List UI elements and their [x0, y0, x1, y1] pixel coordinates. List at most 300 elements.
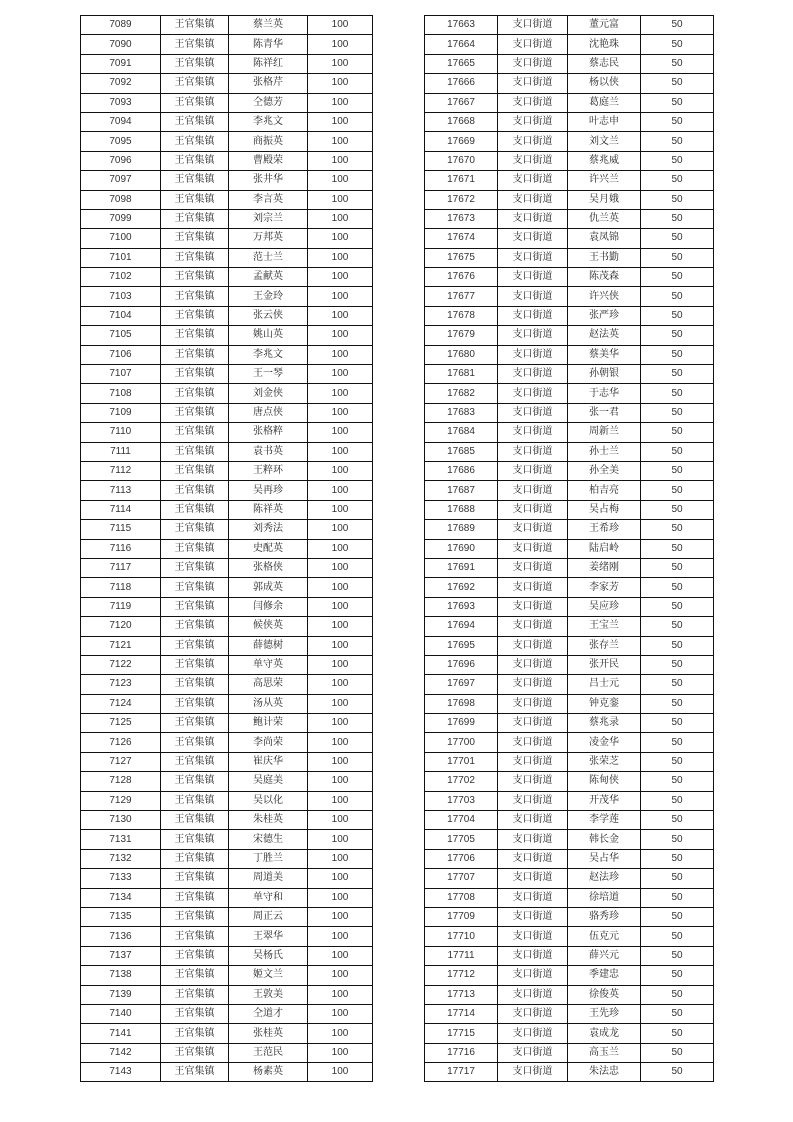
- township-cell: 支口街道: [498, 907, 568, 926]
- name-cell: 姬文兰: [229, 966, 308, 985]
- table-row: [425, 151, 714, 170]
- name-cell: 袁书英: [229, 442, 308, 461]
- right-table-body: [425, 16, 714, 1082]
- amount-cell: 100: [308, 345, 373, 364]
- amount-cell: 100: [308, 520, 373, 539]
- township-cell: 支口街道: [498, 35, 568, 54]
- table-row: [81, 791, 373, 810]
- serial-number-cell: 17693: [425, 597, 498, 616]
- amount-cell: 100: [308, 306, 373, 325]
- amount-cell: 100: [308, 365, 373, 384]
- amount-cell: 50: [641, 849, 714, 868]
- township-cell: 王官集镇: [161, 403, 229, 422]
- serial-number-cell: 17717: [425, 1063, 498, 1082]
- amount-cell: 50: [641, 714, 714, 733]
- serial-number-cell: 17690: [425, 539, 498, 558]
- township-cell: 王官集镇: [161, 287, 229, 306]
- serial-number-cell: 17710: [425, 927, 498, 946]
- name-cell: 杨素英: [229, 1063, 308, 1082]
- table-row: [81, 423, 373, 442]
- name-cell: 单守英: [229, 655, 308, 674]
- amount-cell: 50: [641, 694, 714, 713]
- name-cell: 吴杨氏: [229, 946, 308, 965]
- table-row: [81, 830, 373, 849]
- name-cell: 李学莲: [568, 811, 641, 830]
- name-cell: 吴庭美: [229, 772, 308, 791]
- amount-cell: 50: [641, 966, 714, 985]
- amount-cell: 100: [308, 830, 373, 849]
- township-cell: 王官集镇: [161, 132, 229, 151]
- table-row: [425, 849, 714, 868]
- township-cell: 王官集镇: [161, 772, 229, 791]
- serial-number-cell: 17678: [425, 306, 498, 325]
- serial-number-cell: 7099: [81, 209, 161, 228]
- township-cell: 王官集镇: [161, 578, 229, 597]
- township-cell: 支口街道: [498, 93, 568, 112]
- amount-cell: 100: [308, 869, 373, 888]
- serial-number-cell: 17706: [425, 849, 498, 868]
- township-cell: 支口街道: [498, 74, 568, 93]
- table-row: [425, 74, 714, 93]
- amount-cell: 100: [308, 927, 373, 946]
- amount-cell: 50: [641, 946, 714, 965]
- serial-number-cell: 7097: [81, 171, 161, 190]
- amount-cell: 100: [308, 112, 373, 131]
- township-cell: 王官集镇: [161, 209, 229, 228]
- township-cell: 支口街道: [498, 985, 568, 1004]
- amount-cell: 50: [641, 16, 714, 35]
- table-row: [81, 733, 373, 752]
- serial-number-cell: 7092: [81, 74, 161, 93]
- township-cell: 支口街道: [498, 849, 568, 868]
- table-row: [81, 520, 373, 539]
- table-row: [81, 539, 373, 558]
- name-cell: 李兆文: [229, 345, 308, 364]
- name-cell: 周道美: [229, 869, 308, 888]
- township-cell: 王官集镇: [161, 811, 229, 830]
- serial-number-cell: 7122: [81, 655, 161, 674]
- township-cell: 王官集镇: [161, 171, 229, 190]
- table-row: [81, 558, 373, 577]
- name-cell: 王敦美: [229, 985, 308, 1004]
- township-cell: 支口街道: [498, 966, 568, 985]
- left-table-body: [81, 16, 373, 1082]
- amount-cell: 50: [641, 306, 714, 325]
- serial-number-cell: 17708: [425, 888, 498, 907]
- serial-number-cell: 7132: [81, 849, 161, 868]
- table-row: [81, 384, 373, 403]
- township-cell: 支口街道: [498, 636, 568, 655]
- name-cell: 葛庭兰: [568, 93, 641, 112]
- amount-cell: 100: [308, 461, 373, 480]
- table-row: [81, 752, 373, 771]
- name-cell: 丁胜兰: [229, 849, 308, 868]
- name-cell: 赵法英: [568, 326, 641, 345]
- township-cell: 王官集镇: [161, 190, 229, 209]
- serial-number-cell: 7125: [81, 714, 161, 733]
- amount-cell: 100: [308, 675, 373, 694]
- serial-number-cell: 7096: [81, 151, 161, 170]
- name-cell: 李家芳: [568, 578, 641, 597]
- amount-cell: 50: [641, 93, 714, 112]
- table-row: [81, 636, 373, 655]
- name-cell: 徐俊英: [568, 985, 641, 1004]
- table-row: [425, 16, 714, 35]
- table-row: [425, 326, 714, 345]
- table-row: [425, 578, 714, 597]
- serial-number-cell: 7116: [81, 539, 161, 558]
- name-cell: 张桂英: [229, 1024, 308, 1043]
- amount-cell: 100: [308, 384, 373, 403]
- serial-number-cell: 7120: [81, 617, 161, 636]
- amount-cell: 100: [308, 907, 373, 926]
- amount-cell: 50: [641, 617, 714, 636]
- amount-cell: 50: [641, 481, 714, 500]
- table-row: [81, 326, 373, 345]
- township-cell: 王官集镇: [161, 481, 229, 500]
- township-cell: 王官集镇: [161, 54, 229, 73]
- township-cell: 支口街道: [498, 500, 568, 519]
- table-row: [81, 869, 373, 888]
- amount-cell: 100: [308, 1024, 373, 1043]
- amount-cell: 50: [641, 384, 714, 403]
- table-row: [425, 830, 714, 849]
- township-cell: 王官集镇: [161, 326, 229, 345]
- name-cell: 吴月娥: [568, 190, 641, 209]
- township-cell: 支口街道: [498, 1024, 568, 1043]
- serial-number-cell: 7129: [81, 791, 161, 810]
- name-cell: 曹殿荣: [229, 151, 308, 170]
- table-row: [81, 442, 373, 461]
- name-cell: 王宝兰: [568, 617, 641, 636]
- amount-cell: 50: [641, 675, 714, 694]
- serial-number-cell: 17696: [425, 655, 498, 674]
- township-cell: 王官集镇: [161, 345, 229, 364]
- table-row: [81, 907, 373, 926]
- name-cell: 张云侠: [229, 306, 308, 325]
- township-cell: 王官集镇: [161, 597, 229, 616]
- serial-number-cell: 17670: [425, 151, 498, 170]
- name-cell: 袁凤锦: [568, 229, 641, 248]
- name-cell: 王粹环: [229, 461, 308, 480]
- name-cell: 张格芹: [229, 74, 308, 93]
- amount-cell: 50: [641, 811, 714, 830]
- township-cell: 支口街道: [498, 229, 568, 248]
- township-cell: 支口街道: [498, 1043, 568, 1062]
- table-row: [81, 675, 373, 694]
- table-row: [425, 617, 714, 636]
- township-cell: 王官集镇: [161, 442, 229, 461]
- serial-number-cell: 7134: [81, 888, 161, 907]
- township-cell: 支口街道: [498, 306, 568, 325]
- township-cell: 王官集镇: [161, 1043, 229, 1062]
- amount-cell: 100: [308, 714, 373, 733]
- amount-cell: 100: [308, 132, 373, 151]
- name-cell: 许兴侠: [568, 287, 641, 306]
- name-cell: 崔庆华: [229, 752, 308, 771]
- name-cell: 张格粹: [229, 423, 308, 442]
- table-row: [425, 1063, 714, 1082]
- amount-cell: 50: [641, 888, 714, 907]
- name-cell: 凌金华: [568, 733, 641, 752]
- township-cell: 支口街道: [498, 1063, 568, 1082]
- table-row: [81, 306, 373, 325]
- township-cell: 支口街道: [498, 927, 568, 946]
- township-cell: 支口街道: [498, 946, 568, 965]
- right-table: [424, 15, 714, 1082]
- amount-cell: 100: [308, 888, 373, 907]
- name-cell: 鲍计荣: [229, 714, 308, 733]
- township-cell: 王官集镇: [161, 907, 229, 926]
- amount-cell: 50: [641, 597, 714, 616]
- name-cell: 李兆文: [229, 112, 308, 131]
- table-row: [425, 869, 714, 888]
- name-cell: 郭成英: [229, 578, 308, 597]
- serial-number-cell: 7090: [81, 35, 161, 54]
- table-row: [425, 714, 714, 733]
- serial-number-cell: 17663: [425, 16, 498, 35]
- serial-number-cell: 7139: [81, 985, 161, 1004]
- table-row: [425, 481, 714, 500]
- township-cell: 支口街道: [498, 461, 568, 480]
- serial-number-cell: 17674: [425, 229, 498, 248]
- table-row: [425, 520, 714, 539]
- amount-cell: 100: [308, 694, 373, 713]
- township-cell: 支口街道: [498, 733, 568, 752]
- amount-cell: 50: [641, 500, 714, 519]
- serial-number-cell: 17713: [425, 985, 498, 1004]
- serial-number-cell: 17667: [425, 93, 498, 112]
- table-row: [81, 578, 373, 597]
- township-cell: 王官集镇: [161, 617, 229, 636]
- amount-cell: 50: [641, 1004, 714, 1023]
- serial-number-cell: 17665: [425, 54, 498, 73]
- name-cell: 许兴兰: [568, 171, 641, 190]
- name-cell: 万邦英: [229, 229, 308, 248]
- township-cell: 支口街道: [498, 423, 568, 442]
- township-cell: 支口街道: [498, 326, 568, 345]
- serial-number-cell: 7091: [81, 54, 161, 73]
- name-cell: 张严珍: [568, 306, 641, 325]
- serial-number-cell: 7131: [81, 830, 161, 849]
- township-cell: 支口街道: [498, 442, 568, 461]
- serial-number-cell: 17694: [425, 617, 498, 636]
- serial-number-cell: 17684: [425, 423, 498, 442]
- amount-cell: 100: [308, 539, 373, 558]
- serial-number-cell: 7127: [81, 752, 161, 771]
- table-row: [425, 966, 714, 985]
- township-cell: 王官集镇: [161, 733, 229, 752]
- name-cell: 于志华: [568, 384, 641, 403]
- amount-cell: 50: [641, 268, 714, 287]
- township-cell: 支口街道: [498, 597, 568, 616]
- table-row: [425, 209, 714, 228]
- township-cell: 王官集镇: [161, 112, 229, 131]
- table-row: [81, 811, 373, 830]
- table-row: [81, 714, 373, 733]
- serial-number-cell: 7107: [81, 365, 161, 384]
- table-row: [81, 1063, 373, 1082]
- name-cell: 陈茂森: [568, 268, 641, 287]
- township-cell: 王官集镇: [161, 849, 229, 868]
- amount-cell: 100: [308, 636, 373, 655]
- township-cell: 支口街道: [498, 791, 568, 810]
- serial-number-cell: 7119: [81, 597, 161, 616]
- table-row: [81, 500, 373, 519]
- amount-cell: 100: [308, 481, 373, 500]
- table-row: [81, 229, 373, 248]
- name-cell: 商振英: [229, 132, 308, 151]
- serial-number-cell: 17701: [425, 752, 498, 771]
- township-cell: 王官集镇: [161, 752, 229, 771]
- amount-cell: 50: [641, 442, 714, 461]
- township-cell: 王官集镇: [161, 636, 229, 655]
- amount-cell: 100: [308, 1043, 373, 1062]
- serial-number-cell: 7135: [81, 907, 161, 926]
- name-cell: 叶志申: [568, 112, 641, 131]
- table-row: [81, 248, 373, 267]
- serial-number-cell: 7109: [81, 403, 161, 422]
- table-row: [425, 132, 714, 151]
- name-cell: 骆秀珍: [568, 907, 641, 926]
- name-cell: 李尚荣: [229, 733, 308, 752]
- serial-number-cell: 7121: [81, 636, 161, 655]
- township-cell: 支口街道: [498, 209, 568, 228]
- amount-cell: 50: [641, 461, 714, 480]
- table-row: [425, 229, 714, 248]
- amount-cell: 50: [641, 636, 714, 655]
- amount-cell: 50: [641, 287, 714, 306]
- amount-cell: 100: [308, 209, 373, 228]
- name-cell: 王翠华: [229, 927, 308, 946]
- name-cell: 袁成龙: [568, 1024, 641, 1043]
- table-row: [425, 54, 714, 73]
- amount-cell: 50: [641, 151, 714, 170]
- amount-cell: 50: [641, 403, 714, 422]
- table-row: [425, 791, 714, 810]
- table-row: [81, 35, 373, 54]
- serial-number-cell: 17682: [425, 384, 498, 403]
- table-row: [81, 171, 373, 190]
- table-row: [425, 558, 714, 577]
- amount-cell: 100: [308, 54, 373, 73]
- name-cell: 蔡兆录: [568, 714, 641, 733]
- name-cell: 刘秀法: [229, 520, 308, 539]
- table-row: [425, 675, 714, 694]
- table-row: [425, 927, 714, 946]
- table-row: [425, 888, 714, 907]
- name-cell: 唐点侠: [229, 403, 308, 422]
- serial-number-cell: 7098: [81, 190, 161, 209]
- amount-cell: 50: [641, 132, 714, 151]
- township-cell: 王官集镇: [161, 461, 229, 480]
- table-row: [425, 93, 714, 112]
- table-row: [81, 287, 373, 306]
- serial-number-cell: 17703: [425, 791, 498, 810]
- serial-number-cell: 17692: [425, 578, 498, 597]
- serial-number-cell: 7142: [81, 1043, 161, 1062]
- name-cell: 韩长金: [568, 830, 641, 849]
- serial-number-cell: 17680: [425, 345, 498, 364]
- name-cell: 刘金侠: [229, 384, 308, 403]
- name-cell: 吴再珍: [229, 481, 308, 500]
- serial-number-cell: 17685: [425, 442, 498, 461]
- amount-cell: 100: [308, 93, 373, 112]
- serial-number-cell: 17687: [425, 481, 498, 500]
- name-cell: 伍克元: [568, 927, 641, 946]
- amount-cell: 100: [308, 229, 373, 248]
- name-cell: 周正云: [229, 907, 308, 926]
- amount-cell: 100: [308, 268, 373, 287]
- table-row: [425, 112, 714, 131]
- township-cell: 支口街道: [498, 558, 568, 577]
- name-cell: 李言英: [229, 190, 308, 209]
- table-row: [81, 365, 373, 384]
- township-cell: 支口街道: [498, 132, 568, 151]
- name-cell: 陈祥红: [229, 54, 308, 73]
- serial-number-cell: 7124: [81, 694, 161, 713]
- serial-number-cell: 17664: [425, 35, 498, 54]
- name-cell: 陈祥英: [229, 500, 308, 519]
- table-row: [81, 1043, 373, 1062]
- amount-cell: 100: [308, 35, 373, 54]
- table-row: [425, 423, 714, 442]
- township-cell: 支口街道: [498, 16, 568, 35]
- name-cell: 吕士元: [568, 675, 641, 694]
- name-cell: 仇兰英: [568, 209, 641, 228]
- serial-number-cell: 17683: [425, 403, 498, 422]
- township-cell: 支口街道: [498, 287, 568, 306]
- amount-cell: 50: [641, 248, 714, 267]
- amount-cell: 50: [641, 326, 714, 345]
- table-row: [81, 694, 373, 713]
- serial-number-cell: 17702: [425, 772, 498, 791]
- table-row: [425, 306, 714, 325]
- serial-number-cell: 17700: [425, 733, 498, 752]
- amount-cell: 50: [641, 423, 714, 442]
- serial-number-cell: 7117: [81, 558, 161, 577]
- name-cell: 王希珍: [568, 520, 641, 539]
- name-cell: 陈青华: [229, 35, 308, 54]
- name-cell: 单守和: [229, 888, 308, 907]
- township-cell: 王官集镇: [161, 539, 229, 558]
- table-row: [81, 772, 373, 791]
- table-row: [81, 345, 373, 364]
- amount-cell: 100: [308, 985, 373, 1004]
- amount-cell: 100: [308, 326, 373, 345]
- serial-number-cell: 7123: [81, 675, 161, 694]
- table-row: [81, 1024, 373, 1043]
- name-cell: 刘宗兰: [229, 209, 308, 228]
- left-table: [80, 15, 373, 1082]
- serial-number-cell: 7115: [81, 520, 161, 539]
- table-row: [425, 461, 714, 480]
- table-row: [81, 151, 373, 170]
- name-cell: 史配英: [229, 539, 308, 558]
- table-row: [81, 617, 373, 636]
- township-cell: 王官集镇: [161, 35, 229, 54]
- township-cell: 王官集镇: [161, 520, 229, 539]
- amount-cell: 50: [641, 869, 714, 888]
- name-cell: 孟献英: [229, 268, 308, 287]
- township-cell: 王官集镇: [161, 946, 229, 965]
- table-row: [425, 442, 714, 461]
- name-cell: 仝道才: [229, 1004, 308, 1023]
- amount-cell: 50: [641, 229, 714, 248]
- table-row: [425, 752, 714, 771]
- name-cell: 刘文兰: [568, 132, 641, 151]
- amount-cell: 100: [308, 74, 373, 93]
